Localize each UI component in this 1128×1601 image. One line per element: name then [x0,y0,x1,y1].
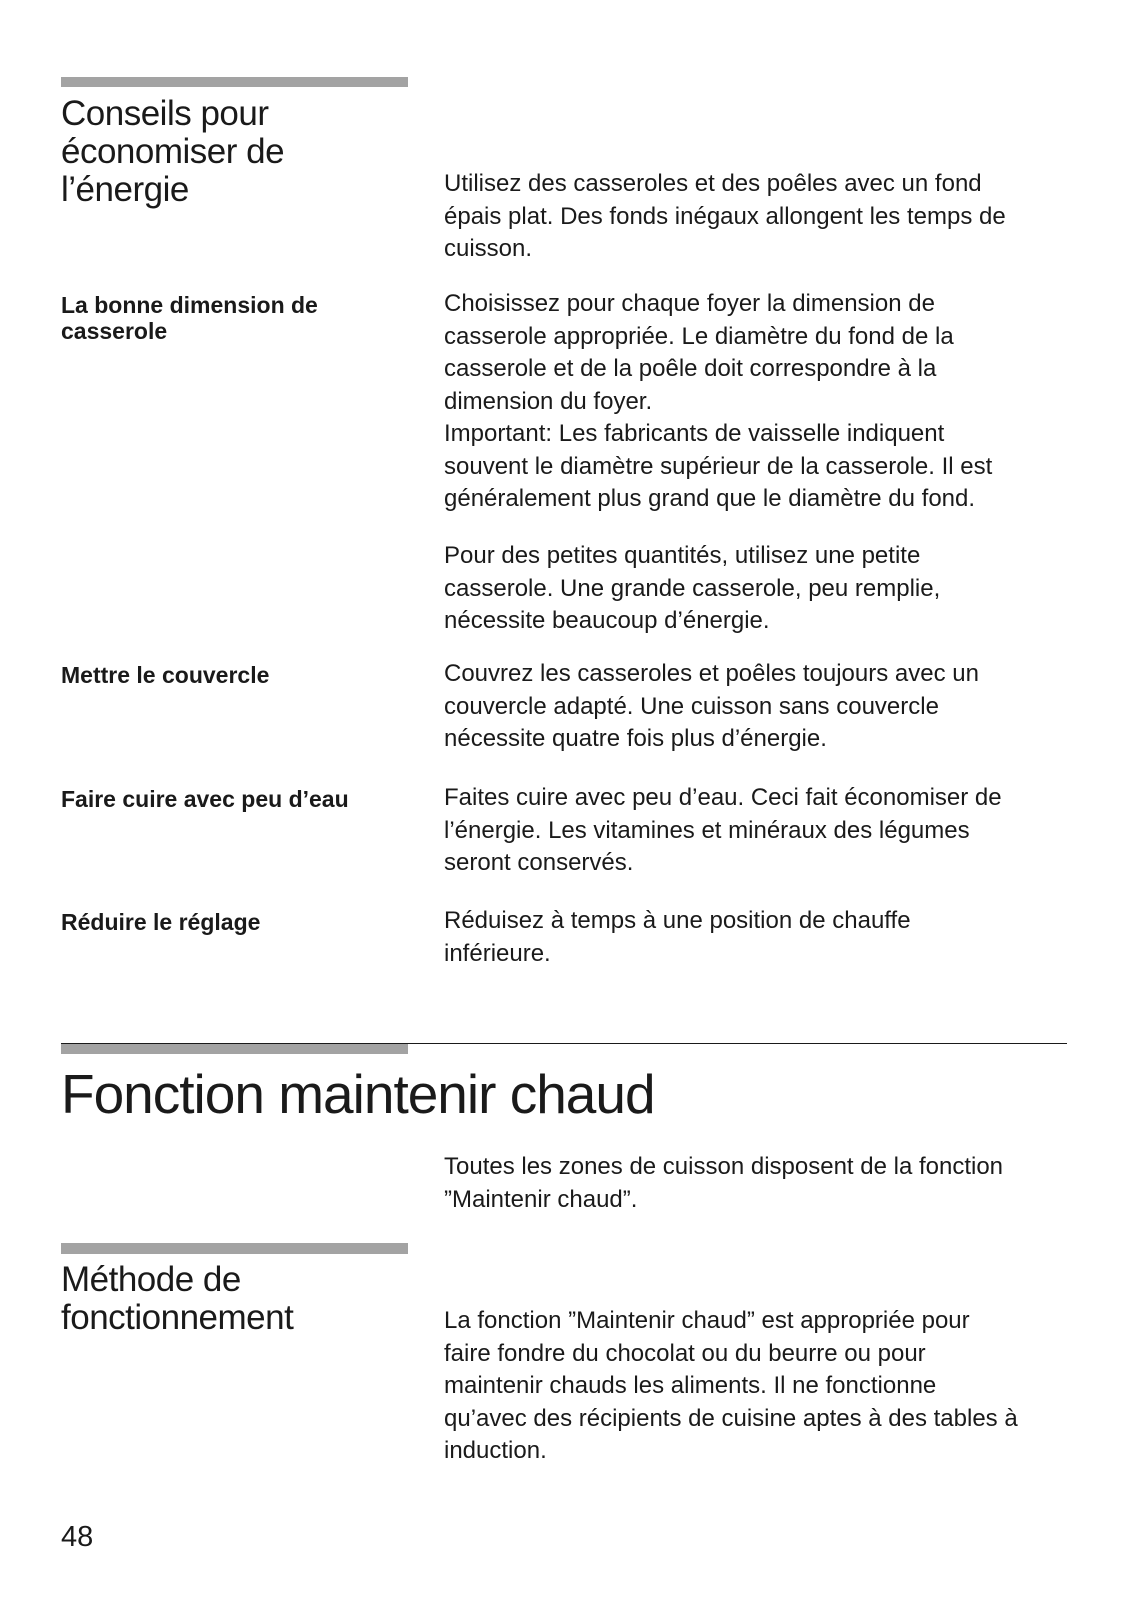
tip-label-reduce-setting: Réduire le réglage [61,909,261,935]
tip-text-small-quantities: Pour des petites quantités, utilisez une petite casserole. Une grande casserole, peu remplie, nécessite beaucoup d’énergie. [444,542,941,634]
tip-label-little-water: Faire cuire avec peu d’eau [61,786,349,812]
tip-label-lid: Mettre le couvercle [61,662,270,688]
keep-warm-intro-text: Toutes les zones de cuisson disposent de la fonction ”Maintenir chaud”. [444,1153,1004,1213]
tip-text-reduce-setting: Réduisez à temps à une position de chauffe inférieure. [444,907,911,967]
section-rule-keep-warm [61,1043,1067,1044]
section-bar-energy [61,77,408,87]
tip-text-pan-size: Choisissez pour chaque foyer la dimension de casserole appropriée. Le diamètre du fond de la casserole et de la poêle doit correspondre à la dimension du foyer. Important: Les fabricants de vaisselle indiquent souvent le diamètre supérieur de la casserole. Il est généralement plus grand que le diamètre du fond. [444,290,993,512]
tip-label-pan-size: La bonne dimension de casserole [61,292,318,344]
tip-text-lid: Couvrez les casseroles et poêles toujours avec un couvercle adapté. Une cuisson sans couvercle nécessite quatre fois plus d’énergie. [444,660,979,752]
tip-text-little-water: Faites cuire avec peu d’eau. Ceci fait économiser de l’énergie. Les vitamines et minéraux des légumes seront conservés. [444,784,1002,876]
section-bar-method [61,1243,408,1254]
section-bar-keep-warm [61,1043,408,1054]
section-title-method: Méthode de fonctionnement [61,1260,294,1337]
energy-intro-text: Utilisez des casseroles et des poêles avec un fond épais plat. Des fonds inégaux allongent les temps de cuisson. [444,170,1006,262]
section-title-energy: Conseils pour économiser de l’énergie [61,94,285,209]
page-number: 48 [61,1521,94,1553]
section-title-keep-warm: Fonction maintenir chaud [61,1063,655,1125]
method-text: La fonction ”Maintenir chaud” est appropriée pour faire fondre du chocolat ou du beurre ou pour maintenir chauds les aliments. Il ne fonctionne qu’avec des récipients de cuisine aptes à des tables à induction. [444,1307,1018,1464]
